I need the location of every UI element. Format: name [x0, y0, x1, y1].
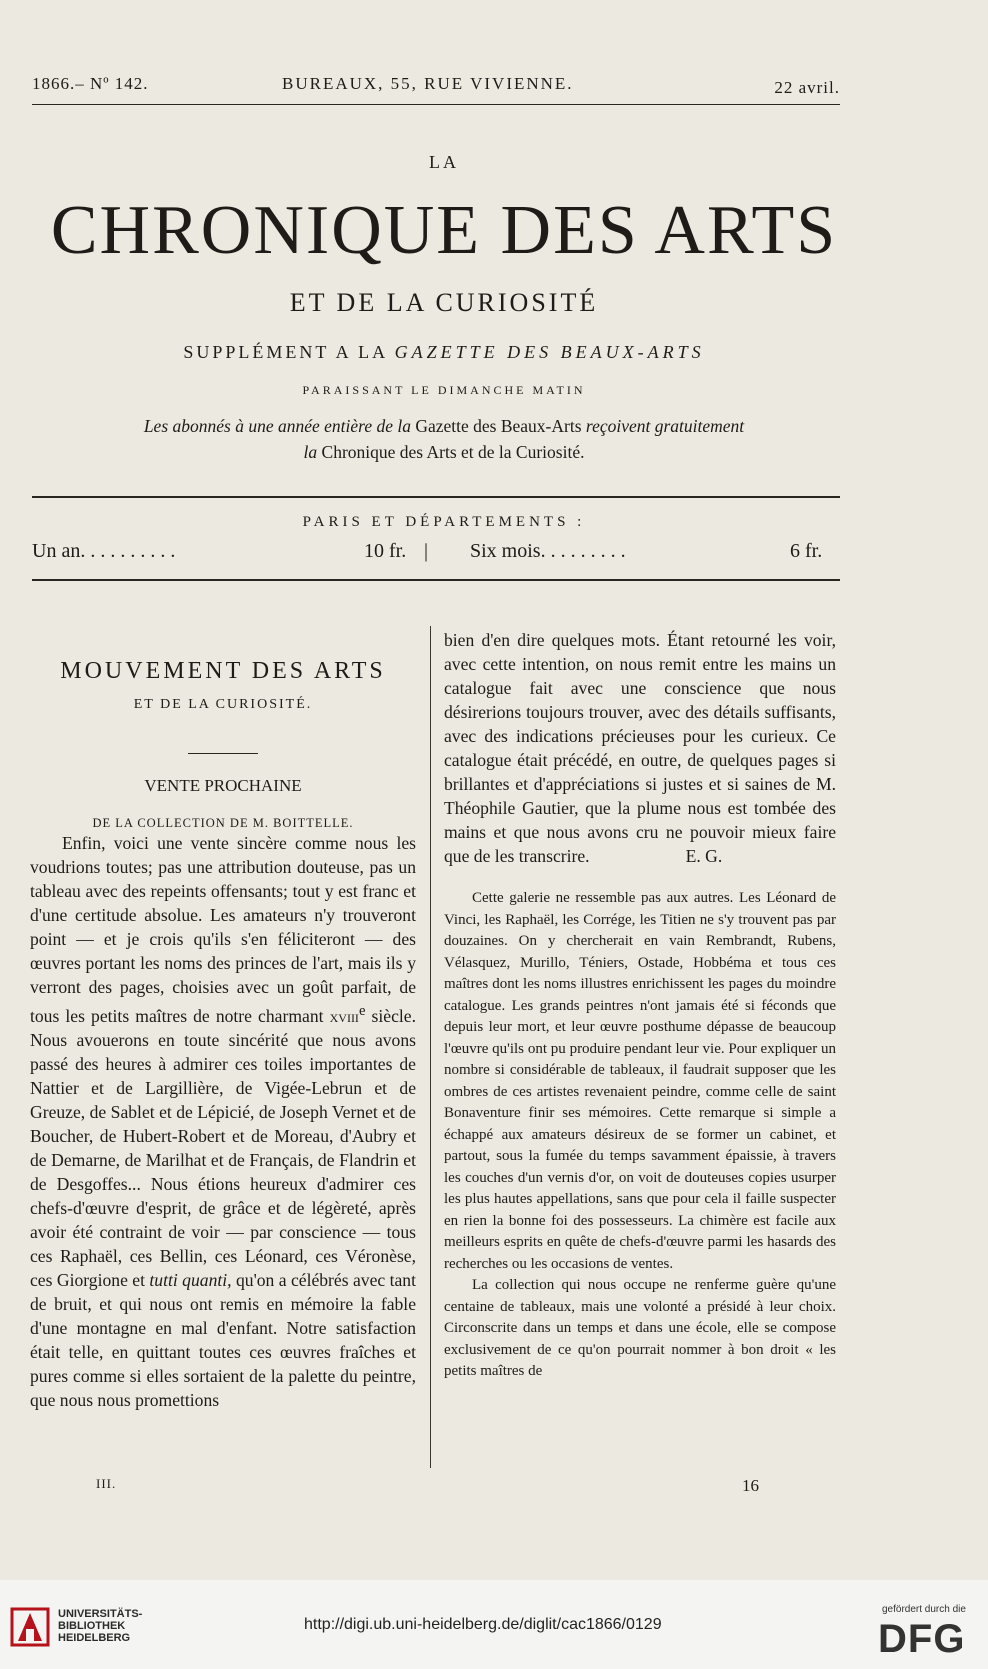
subscriber-note-line2 — [0, 442, 888, 463]
masthead-title: CHRONIQUE DES ARTS — [50, 192, 838, 269]
supplement-line — [0, 342, 888, 363]
source-url[interactable]: http://digi.ub.uni-heidelberg.de/diglit/cac1866/0129 — [304, 1616, 662, 1633]
column-separator — [430, 626, 431, 1468]
century-superscript: e — [358, 1003, 366, 1019]
article-subheading: DE LA COLLECTION DE M. BOITTELLE. — [92, 816, 354, 830]
section-divider — [188, 753, 258, 754]
article-paragraph-1 — [30, 831, 416, 1412]
volume-number: III. — [96, 1476, 117, 1491]
paragraph-1-part-a: Enfin, voici une vente sincère comme nous les voudrions toutes; pas une attribution douteuse, pas un tableau avec des repeints offensants; tout y est franc et d'une certitude absolue. Les amateurs n'y trouveront point — et je crois qu'ils s'en féliciteront — des œuvres portant les noms des princes de l'art, mais ils y verront des pages, choisies avec un goût parfait, de tous les petits maîtres de notre charmant — [30, 833, 416, 1026]
paragraph-2-text: bien d'en dire quelques mots. Étant retourné les voir, avec cette intention, on nous remit entre les mains un catalogue fait avec une conscience que nous désirerions toujours trouver, avec des détails suffisants, avec des indications précieuses pour les curieux. Ce catalogue était précédé, en outre, de quelques pages si brillantes et d'appréciations si justes et si saines de M. Théophile Gautier, que la plume nous est tombée des mains et que nous avons cru ne pouvoir mieux faire que de les transcrire. — [444, 630, 836, 866]
pricing-top-rule — [32, 496, 840, 498]
left-column — [30, 640, 416, 1412]
dfg-logo: DFG — [878, 1617, 966, 1661]
funding-note: gefördert durch die — [882, 1604, 966, 1615]
issue-number: 1866.– Nº 142. — [32, 74, 149, 93]
century-numeral: xviii — [329, 1005, 359, 1026]
subscriber-note-gazette: Gazette des Beaux-Arts — [415, 416, 582, 436]
paragraph-1-italic: tutti quanti, — [149, 1269, 232, 1290]
issue-date: 22 avril. — [774, 78, 840, 97]
article-heading: VENTE PROCHAINE — [144, 776, 302, 795]
section-title: MOUVEMENT DES ARTS — [60, 658, 386, 684]
supplement-gazette: GAZETTE DES BEAUX-ARTS — [394, 342, 705, 362]
subscriber-note-line1 — [0, 416, 888, 437]
quoted-paragraph-1: Cette galerie ne ressemble pas aux autres. Les Léonard de Vinci, les Raphaël, les Corrége, les Titien ne s'y trouvent pas par douzaines. On y chercherait en vain Rembrandt, Rubens, Vélasquez, Murillo, Téniers, Ostade, Hobbéma et tous ces maîtres dont les noms illustres enrichissent les pages du moindre catalogue. Les grands peintres n'ont jamais été si féconds que depuis leur mort, et leur œuvre posthume dépasse de beaucoup l'œuvre qu'ils ont pu produire pendant leur vie. Pour expliquer un nombre si considérable de tableaux, il faudrait supposer que les ombres de ces artistes revenaient peindre, comme celle de saint Bonaventure finir ses mémoires. Cette remarque si simple a échappé aux amateurs désireux de se former un cabinet, et partout, sous la fumée du temps savamment épaissie, à travers les couches d'un vernis d'or, on voit de douteuses copies usurper les plus hautes appellations, sans que pour cela il faille suspecter en rien la bonne foi des possesseurs. La chimère est facile aux meilleurs esprits en quête de chefs-d'œuvre parmi les hasards des recherches ou les occasions de ventes. — [444, 890, 836, 1272]
paragraph-1-part-b: siècle. Nous avouerons en toute sincérité que nous avons passé des heures à admirer ces toiles importantes de Nattier et de Largillière, de Vigée-Lebrun et de Greuze, de Sablet et de Lépicié, de Joseph Vernet et de Boucher, de Hubert-Robert et de Moreau, d'Aubry et de Demarne, de Marilhat et de Français, de Flandrin et de Desgoffes... Nous étions heureux d'admirer ces chefs-d'œuvre d'esprit, de grâce et de légèreté, après avoir été contraint de voir — par conscience — tous ces Raphaël, ces Bellin, ces Léonard, ces Véronèse, ces Giorgione et — [30, 1005, 416, 1290]
library-name-line2: BIBLIOTHEK — [58, 1620, 126, 1632]
masthead-la: LA — [429, 152, 459, 172]
pricing-heading: PARIS ET DÉPARTEMENTS : — [302, 514, 586, 530]
subscriber-note-italic-2: reçoivent gratuitement — [585, 416, 745, 436]
section-subtitle: ET DE LA CURIOSITÉ. — [133, 697, 313, 712]
library-name-line3: HEIDELBERG — [58, 1632, 131, 1644]
one-year-price: 10 fr. — [364, 540, 407, 562]
article-paragraph-2 — [444, 628, 836, 868]
signature-mark: 16 — [742, 1476, 759, 1495]
one-year-label: Un an. . . . . . . . . . — [32, 540, 176, 562]
subscriber-note-chronique: Chronique des Arts et de la Curiosité. — [321, 442, 585, 462]
author-signature: E. G. — [685, 846, 723, 866]
subscriber-note-italic-3: la — [303, 442, 318, 462]
price-separator: | — [424, 540, 429, 562]
publication-schedule: PARAISSANT LE DIMANCHE MATIN — [302, 383, 586, 397]
page-header — [32, 74, 840, 100]
right-column — [444, 628, 836, 1383]
paragraph-1-part-c: qu'on a célébrés avec tant de bruit, et qui nous ont remis en mémoire la fable d'une montagne en mal d'enfant. Notre satisfaction était telle, en quittant toutes ces œuvres fraîches et pures comme si elles sortaient de la palette du peintre, que nous nous promettions — [30, 1269, 416, 1410]
masthead-subtitle: ET DE LA CURIOSITÉ — [289, 288, 599, 317]
header-rule — [32, 104, 840, 105]
pricing-row — [32, 540, 840, 568]
six-months-label: Six mois. . . . . . . . . — [470, 540, 626, 562]
pricing-bottom-rule — [32, 579, 840, 581]
library-name-line1: UNIVERSITÄTS- — [58, 1608, 143, 1620]
library-name — [58, 1608, 142, 1644]
supplement-prefix: SUPPLÉMENT A LA — [183, 342, 388, 362]
subscriber-note-italic-1: Les abonnés à une année entière de la — [143, 416, 411, 436]
office-address: BUREAUX, 55, RUE VIVIENNE. — [282, 74, 574, 93]
six-months-price: 6 fr. — [790, 540, 823, 562]
university-library-logo-icon — [10, 1605, 50, 1649]
quoted-paragraph-2: La collection qui nous occupe ne renferme guère qu'une centaine de tableaux, mais une volonté a présidé à leur choix. Circonscrite dans un temps et dans une école, elle se compose exclusivement de ce qu'on pourrait nommer à bon droit « les petits maîtres de — [444, 1277, 836, 1379]
